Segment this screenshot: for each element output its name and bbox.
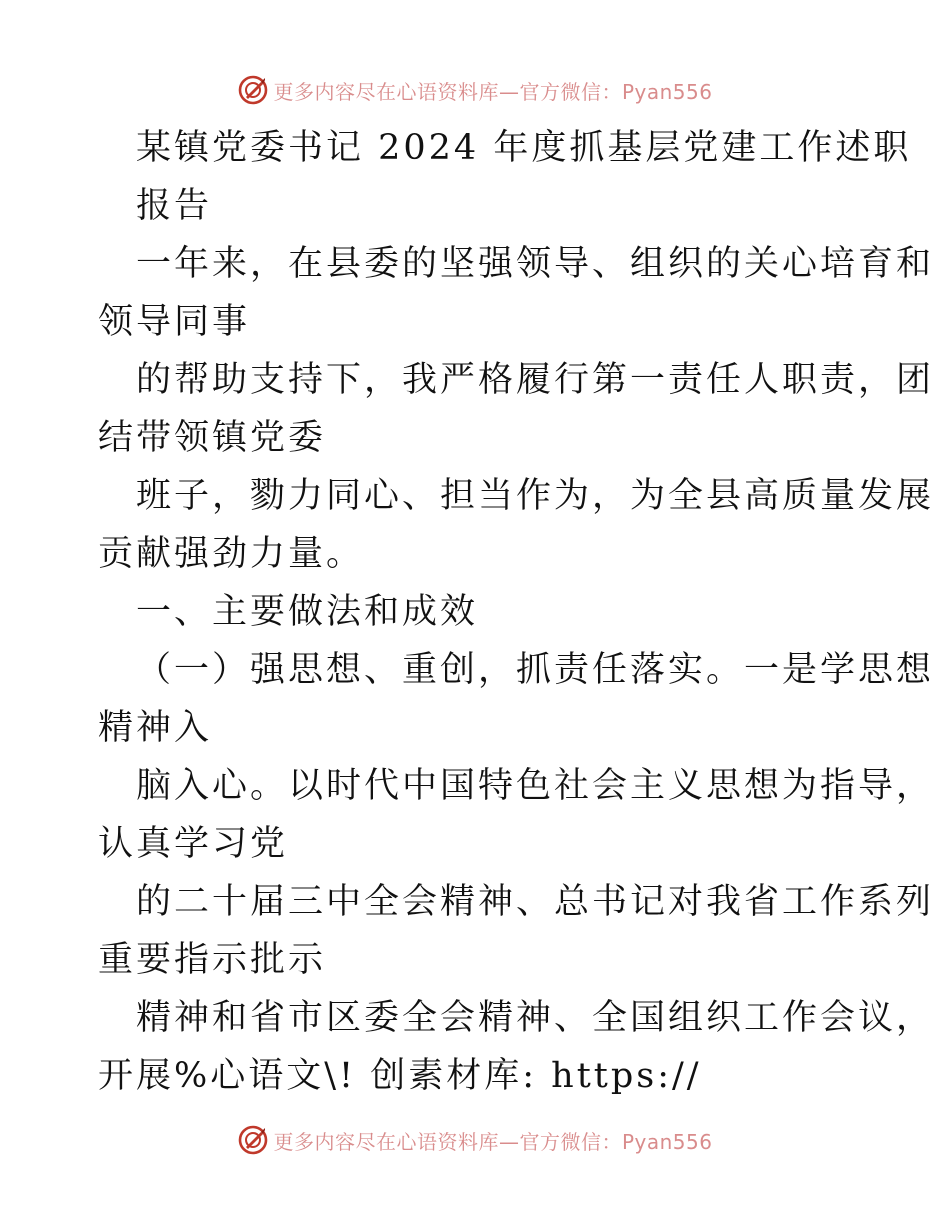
banner-text: 更多内容尽在心语资料库—官方微信：Pyan556 <box>273 1129 713 1154</box>
paragraph-line: 认真学习党 <box>98 824 289 864</box>
paragraph-line: 重要指示批示 <box>98 940 327 980</box>
header-banner <box>0 70 950 110</box>
paragraph-line: 的帮助支持下，我严格履行第一责任人职责，团 <box>136 360 935 400</box>
subsection-heading: （一）强思想、重创，抓责任落实。一是学思想 <box>136 650 935 690</box>
paragraph-line: 贡献强劲力量。 <box>98 534 365 574</box>
paragraph-line: 精神入 <box>98 708 213 748</box>
paragraph-line: 精神和省市区委全会精神、全国组织工作会议， <box>136 998 935 1038</box>
document-title-continued: 报告 <box>136 186 213 226</box>
paragraph-line: 一年来，在县委的坚强领导、组织的关心培育和 <box>136 244 935 284</box>
banner-text: 更多内容尽在心语资料库—官方微信：Pyan556 <box>273 79 713 104</box>
section-heading: 一、主要做法和成效 <box>136 592 479 632</box>
paragraph-line: 开展%心语文\! 创素材库: https:// <box>98 1056 702 1096</box>
paragraph-line: 脑入心。以时代中国特色社会主义思想为指导， <box>136 766 935 806</box>
paragraph-line: 结带领镇党委 <box>98 418 327 458</box>
brand-logo-icon <box>237 74 269 106</box>
paragraph-line: 的二十届三中全会精神、总书记对我省工作系列 <box>136 882 935 922</box>
document-body <box>98 119 935 1105</box>
brand-logo-icon <box>237 1124 269 1156</box>
paragraph-line: 领导同事 <box>98 302 251 342</box>
document-title: 某镇党委书记 2024 年度抓基层党建工作述职 <box>136 128 912 168</box>
paragraph-line: 班子，勠力同心、担当作为，为全县高质量发展 <box>136 476 935 516</box>
footer-banner <box>0 1120 950 1160</box>
